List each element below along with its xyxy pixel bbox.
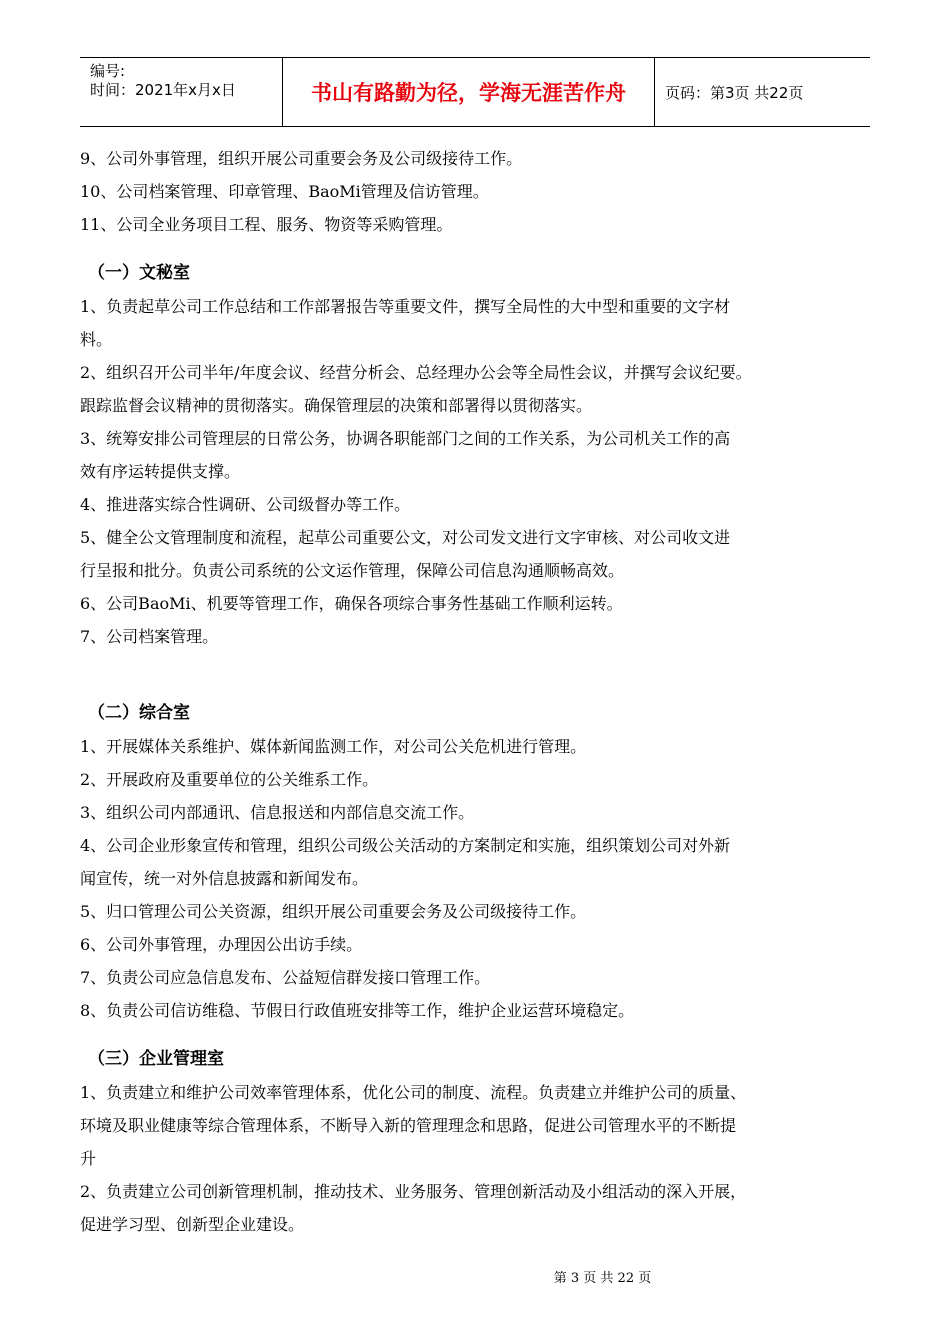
list-item: 7、负责公司应急信息发布、公益短信群发接口管理工作。 (80, 968, 491, 987)
list-item: 效有序运转提供支撑。 (80, 462, 241, 481)
list-item: 8、负责公司信访维稳、节假日行政值班安排等工作，维护企业运营环境稳定。 (80, 1001, 635, 1020)
list-item: 10、公司档案管理、印章管理、BaoMi管理及信访管理。 (80, 182, 489, 201)
section-heading-secretariat: （一）文秘室 (88, 263, 190, 283)
list-item: 4、公司企业形象宣传和管理，组织公司级公关活动的方案制定和实施，组织策划公司对外新 (80, 836, 731, 855)
list-item: 行呈报和批分。负责公司系统的公文运作管理，保障公司信息沟通顺畅高效。 (80, 561, 625, 580)
list-item: 7、公司档案管理。 (80, 627, 219, 646)
list-item: 6、公司BaoMi、机要等管理工作，确保各项综合事务性基础工作顺利运转。 (80, 594, 623, 613)
list-item: 1、负责建立和维护公司效率管理体系，优化公司的制度、流程。负责建立并维护公司的质量、 (80, 1083, 747, 1102)
header-page-info: 页码：第3页 共22页 (665, 83, 804, 102)
list-item: 2、开展政府及重要单位的公关维系工作。 (80, 770, 379, 789)
list-item: 1、负责起草公司工作总结和工作部署报告等重要文件，撰写全局性的大中型和重要的文字材 (80, 297, 731, 316)
list-item: 2、负责建立公司创新管理机制，推动技术、业务服务、管理创新活动及小组活动的深入开展， (80, 1182, 747, 1201)
list-item: 3、组织公司内部通讯、信息报送和内部信息交流工作。 (80, 803, 475, 822)
section-heading-general-office: （二）综合室 (88, 703, 190, 723)
header-meta (80, 58, 283, 126)
list-item: 促进学习型、创新型企业建设。 (80, 1215, 305, 1234)
list-item: 环境及职业健康等综合管理体系，不断导入新的管理理念和思路，促进公司管理水平的不断提 (80, 1116, 737, 1135)
list-item: 9、公司外事管理，组织开展公司重要会务及公司级接待工作。 (80, 149, 523, 168)
page-footer: 第 3 页 共 22 页 (553, 1271, 652, 1286)
list-item: 升 (80, 1149, 97, 1168)
document-body (80, 142, 880, 1241)
list-item: 6、公司外事管理，办理因公出访手续。 (80, 935, 363, 954)
serial-number-label: 编号: (90, 62, 126, 80)
list-item: 4、推进落实综合性调研、公司级督办等工作。 (80, 495, 411, 514)
list-item: 5、健全公文管理制度和流程，起草公司重要公文，对公司发文进行文字审核、对公司收文进 (80, 528, 731, 547)
list-item: 跟踪监督会议精神的贯彻落实。确保管理层的决策和部署得以贯彻落实。 (80, 396, 593, 415)
list-item: 5、归口管理公司公关资源，组织开展公司重要会务及公司级接待工作。 (80, 902, 587, 921)
list-item: 1、开展媒体关系维护、媒体新闻监测工作，对公司公关危机进行管理。 (80, 737, 587, 756)
list-item: 3、统筹安排公司管理层的日常公务，协调各职能部门之间的工作关系，为公司机关工作的高 (80, 429, 731, 448)
date-label: 时间：2021年x月x日 (90, 81, 236, 99)
list-item: 2、组织召开公司半年/年度会议、经营分析会、总经理办公会等全局性会议，并撰写会议纪要。 (80, 363, 752, 382)
header-table (80, 57, 870, 127)
list-item: 11、公司全业务项目工程、服务、物资等采购管理。 (80, 215, 453, 234)
section-heading-enterprise-management: （三）企业管理室 (88, 1049, 224, 1069)
list-item: 料。 (80, 330, 113, 349)
header-slogan: 书山有路勤为径，学海无涯苦作舟 (283, 58, 655, 126)
list-item: 闻宣传，统一对外信息披露和新闻发布。 (80, 869, 369, 888)
